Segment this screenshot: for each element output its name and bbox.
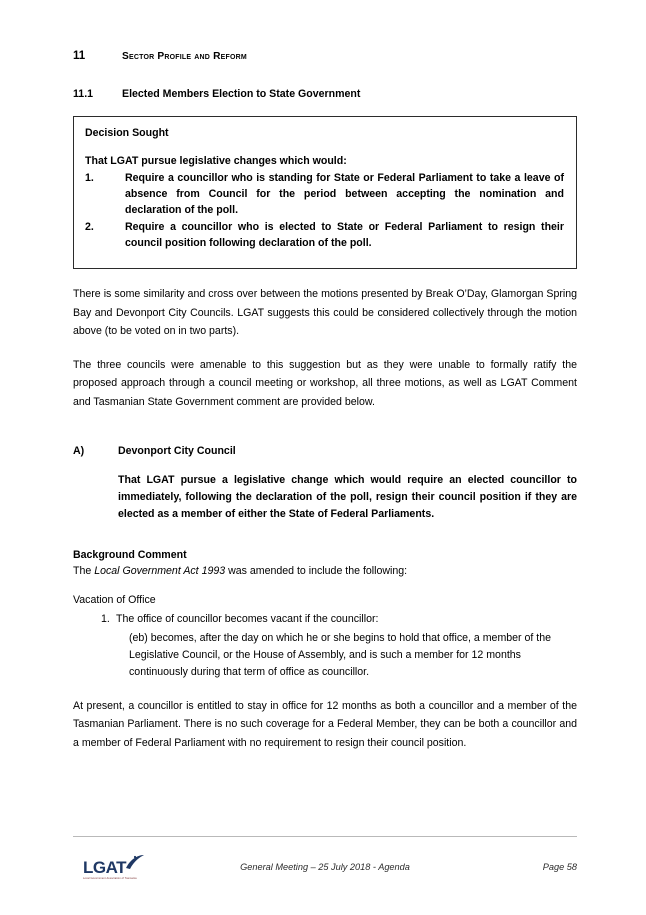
page-content: [73, 40, 577, 752]
footer-page-number: Page 58: [542, 862, 577, 872]
decision-box-lead: That LGAT pursue legislative changes which would:: [85, 155, 347, 167]
background-comment-intro: [73, 563, 577, 580]
section-heading-number: 11: [73, 50, 86, 62]
background-sub-clause-eb: (eb) becomes, after the day on which he or she begins to hold that office, a member of the Legislative Council, or the House of Assembly, and is such a member for 12 months continuously during that term of office as councillor.: [129, 632, 552, 679]
section-a-letter: A): [73, 444, 85, 457]
background-list-marker: 1.: [101, 613, 110, 626]
background-closing-paragraph: At present, a councillor is entitled to stay in office for 12 months as both a councillor and a member of the Tasmanian Parliament. There is no such coverage for a Federal Member, they can be both a councillor and a member of Federal Parliament with no requirement to resign their council position.: [73, 700, 577, 749]
decision-sought-box: [73, 116, 577, 269]
intro-text-before: The: [73, 564, 95, 577]
subsection-heading-number: 11.1: [73, 88, 94, 100]
page-footer: [73, 852, 577, 892]
footer-divider: [73, 836, 577, 837]
decision-box-item-text: Require a councillor who is standing for State or Federal Parliament to take a leave of absence from Council for the period between accepting the nomination and declaration of the poll.: [125, 172, 564, 217]
background-list-text: The office of councillor becomes vacant if the councillor:: [116, 613, 379, 626]
section-a-motion: That LGAT pursue a legislative change which would require an elected councillor to immediately, following the declaration of the poll, resign their council position if they are elected as a member of either the State of Federal Parliaments.: [118, 473, 577, 520]
decision-box-title: Decision Sought: [85, 127, 169, 139]
subsection-heading-title: Elected Members Election to State Government: [122, 88, 361, 100]
body-paragraph-2: The three councils were amenable to this suggestion but as they were unable to formally ratify the proposed approach through a council meeting or workshop, all three motions, as well as LGAT Comment and Tasmanian State Government comment are provided below.: [73, 359, 577, 408]
intro-text-after: was amended to include the following:: [225, 564, 408, 577]
section-heading: [73, 50, 577, 62]
background-comment-heading: Background Comment: [73, 548, 187, 561]
subsection-heading: [73, 88, 577, 100]
background-list-item: [101, 611, 577, 628]
decision-box-item-marker: 2.: [85, 221, 94, 234]
lgat-logo-tagline: Local Government Association of Tasmania: [83, 877, 137, 880]
decision-box-item-marker: 1.: [85, 172, 94, 184]
vacation-of-office-subheading: Vacation of Office: [73, 593, 156, 606]
decision-box-item: [85, 219, 564, 251]
body-paragraph-1: There is some similarity and cross over between the motions presented by Break O’Day, Glamorgan Spring Bay and Devonport City Councils. LGAT suggests this could be considered collectively through the motion above (to be voted on in two parts).: [73, 288, 577, 337]
section-a-title: Devonport City Council: [118, 444, 236, 457]
section-heading-title: Sector Profile and Reform: [122, 51, 247, 62]
act-title-italic: Local Government Act 1993: [94, 564, 226, 577]
lgat-logo-text: LGAT: [83, 858, 127, 877]
decision-box-item-text: Require a councillor who is elected to State or Federal Parliament to resign their council position following declaration of the poll.: [125, 221, 564, 250]
section-a-heading: [73, 445, 577, 457]
footer-meeting-label: General Meeting – 25 July 2018 - Agenda: [240, 862, 410, 872]
decision-box-item: [85, 170, 564, 218]
